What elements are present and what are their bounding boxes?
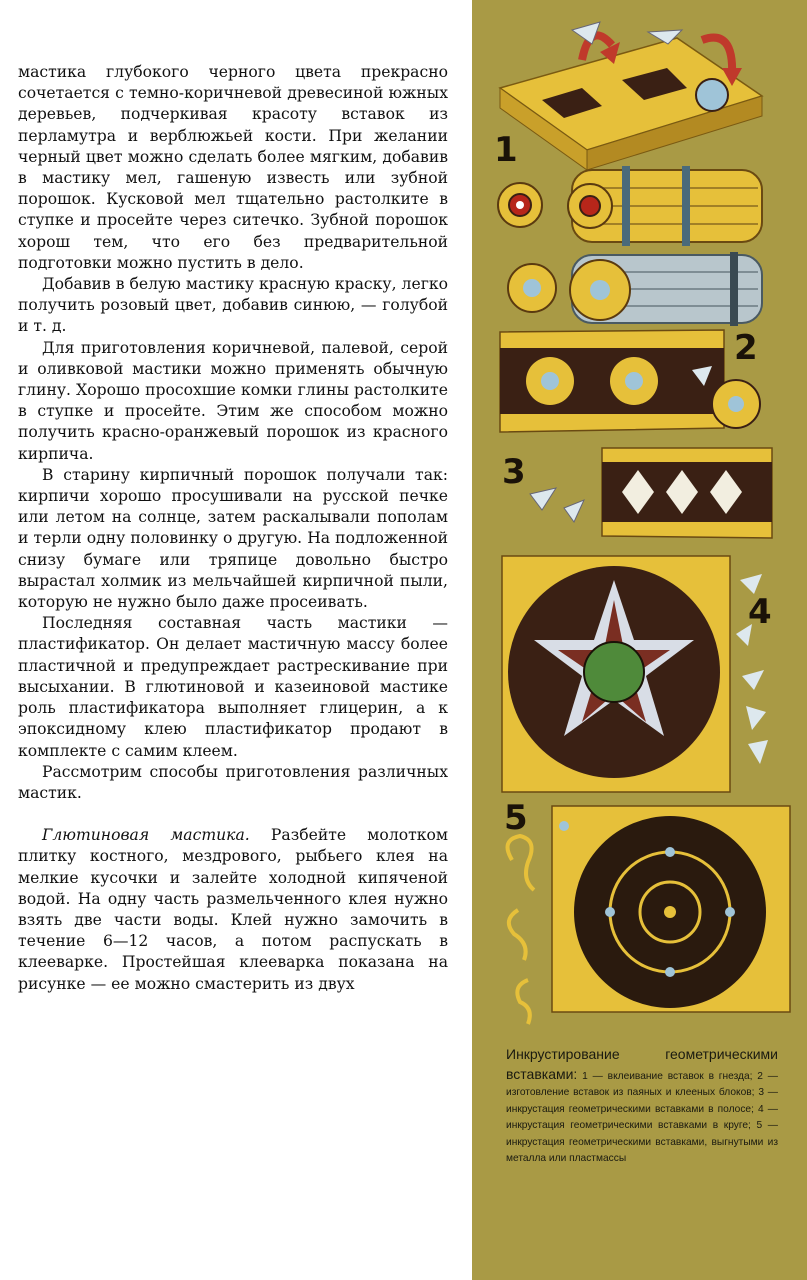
paragraph-7-body: Разбейте молотком плитку костного, мездрового, рыбьего клея на мелкие кусочки и залейте холодной кипяченой водой. На одну часть размельченного клея нужно взять две части воды. Клей нужно замочить в течение 6—12 часов, а потом распускать в клееварке. Простейшая клееварка показана на рисунке — ее можно смастерить из двух [18, 826, 448, 993]
figure-label-1: 1 [494, 130, 518, 170]
caption-body: 1 — вклеивание вставок в гнезда; 2 — изготовление вставок из паяных и клееных блоков; 3 — инкрустация геометрическими вставками в полосе; 4 — инкрустация геометрическими вставками в круге; 5 — инкрустация геометрическими вставками, выгнутыми из металла или пластмассы [506, 1070, 778, 1164]
figure-2-flower-strip [500, 330, 760, 432]
figure-caption [506, 1046, 778, 1168]
paragraph-7-title: Глютиновая мастика. [42, 826, 250, 845]
paragraph-5: Последняя составная часть мастики — пластификатор. Он делает мастичную массу более пластичной и предупреждает растрескивание при высыхании. В глютиновой и казеиновой мастике роль пластификатора выполняет глицерин, а к эпоксидному клею пластификатор продают в комплекте с самим клеем. [18, 614, 448, 760]
caption-head: Инкрустирование геометрическими вставками: [506, 1046, 778, 1082]
figure-label-3: 3 [502, 452, 526, 492]
figure-1-board [500, 22, 762, 170]
figure-5-curl-circle [508, 806, 791, 1024]
figure-4-star-circle [502, 556, 768, 792]
figure-label-5: 5 [504, 798, 528, 838]
paragraph-2: Добавив в белую мастику красную краску, легко получить розовый цвет, добавив синюю, — голубой и т. д. [18, 275, 448, 336]
paragraph-7 [18, 825, 448, 995]
figure-label-4: 4 [748, 592, 772, 632]
figure-1-rod-bundles [498, 166, 762, 326]
figure-3-triangle-strip [530, 448, 772, 538]
paragraph-4: В старину кирпичный порошок получали так: кирпичи хорошо просушивали на русской печке или летом на солнце, затем раскалывали пополам и терли одну половинку о другую. На подложенной снизу бумаге или тряпице довольно быстро вырастал холмик из мельчайшей кирпичной пыли, которую не нужно было даже просеивать. [18, 465, 448, 612]
paragraph-3: Для приготовления коричневой, палевой, серой и оливковой мастики можно применять обычную глину. Хорошо просохшие комки глины растолките в ступке и просейте. Этим же способом можно получить красно-оранжевый порошок из красного кирпича. [18, 338, 448, 463]
article-text [18, 62, 448, 995]
paragraph-1: мастика глубокого черного цвета прекрасно сочетается с темно-коричневой древесиной южных деревьев, подчеркивая красоту вставок из перламутра и верблюжьей кости. При желании черный цвет можно сделать более мягким, добавив в мастику мел, гашеную известь или зубной порошок. Кусковой мел тщательно растолките в ступке и просейте через ситечко. Зубной порошок хорош тем, что его без предварительной подготовки можно пустить в дело. [18, 63, 448, 272]
figure-label-2: 2 [734, 328, 758, 368]
paragraph-6: Рассмотрим способы приготовления различных мастик. [18, 762, 448, 802]
